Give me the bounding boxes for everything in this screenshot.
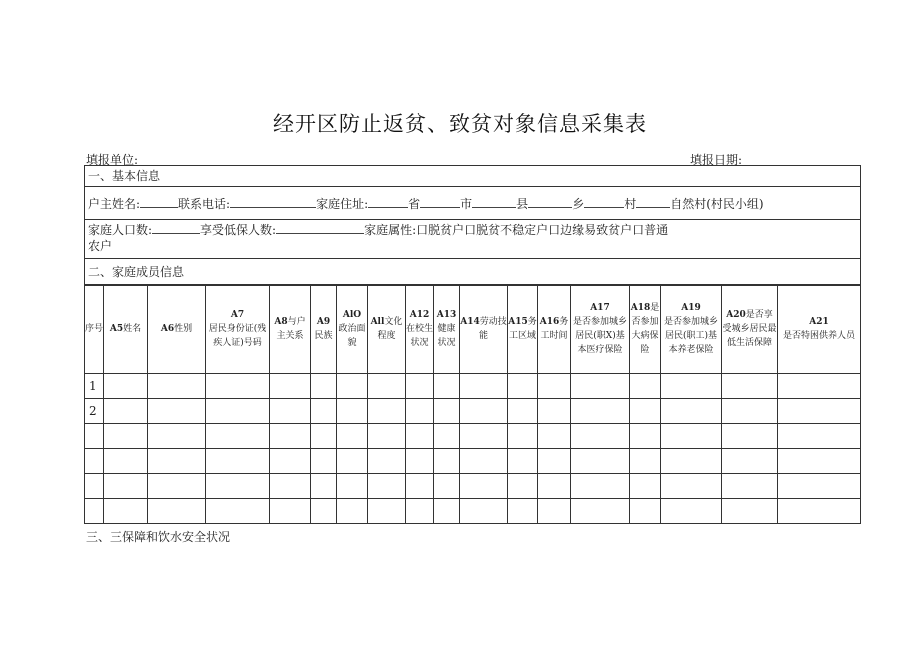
population-label: 家庭人口数: [88, 223, 153, 237]
col-header-a11 [368, 285, 406, 374]
col-header-a9 [311, 285, 337, 374]
table-cell[interactable] [104, 499, 148, 524]
table-cell[interactable] [434, 499, 460, 524]
household-attribute-tail: 农户 [88, 239, 113, 253]
col-code: A12 [409, 310, 430, 320]
table-cell[interactable] [406, 424, 434, 449]
table-cell[interactable] [460, 374, 508, 399]
township-field[interactable] [528, 197, 572, 208]
table-cell[interactable] [311, 499, 337, 524]
table-cell[interactable] [571, 499, 630, 524]
table-cell[interactable] [368, 424, 406, 449]
dibao-count-label: 享受低保人数: [200, 223, 277, 237]
col-code: A5 [109, 324, 124, 334]
table-cell[interactable] [661, 474, 722, 499]
table-cell[interactable] [206, 374, 270, 399]
table-cell[interactable] [538, 449, 571, 474]
fill-unit-label: 填报单位: [86, 153, 139, 167]
row-number [85, 474, 104, 499]
table-cell[interactable] [406, 399, 434, 424]
address-label: 家庭住址: [316, 197, 369, 211]
table-cell[interactable] [538, 474, 571, 499]
table-cell[interactable] [538, 374, 571, 399]
col-code: A18 [630, 303, 651, 313]
row-number: 1 [85, 374, 104, 399]
col-code: A17 [590, 303, 610, 313]
col-label: 民族 [314, 331, 333, 341]
col-header-a7 [206, 285, 270, 374]
table-cell[interactable] [630, 424, 661, 449]
col-header-a5 [104, 285, 148, 374]
table-cell[interactable] [571, 399, 630, 424]
col-code: A13 [436, 310, 457, 320]
table-cell[interactable] [104, 374, 148, 399]
col-code: A20 [726, 310, 746, 320]
col-label: 是否享受城乡居民最低生活保障 [722, 310, 777, 348]
col-code: A16 [539, 317, 560, 327]
table-cell[interactable] [148, 399, 206, 424]
table-cell[interactable] [508, 449, 538, 474]
table-cell[interactable] [104, 449, 148, 474]
col-header-a19 [661, 285, 722, 374]
col-header-a6 [148, 285, 206, 374]
household-attribute-label: 家庭属性: [364, 223, 417, 237]
table-cell[interactable] [722, 424, 778, 449]
col-header-a12 [406, 285, 434, 374]
col-header-a15 [508, 285, 538, 374]
table-cell[interactable] [661, 374, 722, 399]
table-cell[interactable] [337, 499, 368, 524]
table-cell[interactable] [434, 424, 460, 449]
table-cell[interactable] [778, 474, 861, 499]
table-cell[interactable] [270, 449, 311, 474]
table-row [85, 374, 861, 399]
table-cell[interactable] [337, 449, 368, 474]
household-attribute-line [88, 222, 738, 254]
table-cell[interactable] [148, 499, 206, 524]
household-contact-line [88, 196, 764, 212]
table-cell[interactable] [148, 449, 206, 474]
table-cell[interactable] [722, 399, 778, 424]
table-cell[interactable] [148, 374, 206, 399]
natural-village-field[interactable] [636, 197, 670, 208]
table-cell[interactable] [778, 449, 861, 474]
table-cell[interactable] [406, 374, 434, 399]
col-label: 务工区域 [508, 317, 537, 341]
form-title: 经开区防止返贫、致贫对象信息采集表 [273, 112, 647, 136]
county-label: 县 [516, 197, 529, 211]
table-cell[interactable] [508, 424, 538, 449]
col-header-a13 [434, 285, 460, 374]
table-cell[interactable] [434, 399, 460, 424]
table-cell[interactable] [778, 399, 861, 424]
table-cell[interactable] [148, 474, 206, 499]
col-code: A7 [230, 310, 245, 320]
col-label: 序号 [85, 324, 104, 334]
population-field[interactable] [152, 223, 200, 234]
table-cell[interactable] [311, 474, 337, 499]
table-cell[interactable] [206, 424, 270, 449]
table-cell[interactable] [538, 424, 571, 449]
table-cell[interactable] [434, 474, 460, 499]
table-cell[interactable] [630, 449, 661, 474]
col-code: AlO [342, 310, 362, 320]
table-cell[interactable] [508, 374, 538, 399]
table-row [85, 424, 861, 449]
table-cell[interactable] [508, 399, 538, 424]
table-cell[interactable] [778, 424, 861, 449]
basic-info-section [84, 165, 861, 187]
table-cell[interactable] [722, 374, 778, 399]
table-cell[interactable] [206, 474, 270, 499]
table-cell[interactable] [508, 474, 538, 499]
col-label: 文化程度 [377, 317, 403, 341]
members-header-row [85, 285, 861, 374]
city-field[interactable] [420, 197, 460, 208]
phone-label: 联系电话: [178, 197, 231, 211]
col-header-a16 [538, 285, 571, 374]
table-cell[interactable] [661, 449, 722, 474]
col-label: 是否特困供养人员 [782, 331, 855, 341]
col-header-a20 [722, 285, 778, 374]
col-code: A8 [274, 317, 288, 327]
table-cell[interactable] [661, 424, 722, 449]
table-cell[interactable] [270, 474, 311, 499]
table-cell[interactable] [311, 449, 337, 474]
members-body [85, 374, 861, 524]
table-cell[interactable] [406, 474, 434, 499]
head-name-label: 户主姓名: [88, 197, 141, 211]
table-cell[interactable] [460, 424, 508, 449]
household-attribute-options[interactable]: 口脱贫户口脱贫不稳定户口边缘易致贫户口普通 [416, 223, 669, 237]
row-number [85, 499, 104, 524]
table-cell[interactable] [270, 424, 311, 449]
natural-village-label: 自然村(村民小组) [670, 197, 764, 211]
col-header-seq [85, 285, 104, 374]
table-cell[interactable] [722, 449, 778, 474]
table-cell[interactable] [722, 499, 778, 524]
section-safety-heading: 三、三保障和饮水安全状况 [86, 530, 231, 544]
table-cell[interactable] [460, 449, 508, 474]
table-cell[interactable] [571, 424, 630, 449]
table-cell[interactable] [311, 399, 337, 424]
table-cell[interactable] [630, 374, 661, 399]
village-label: 村 [624, 197, 637, 211]
table-cell[interactable] [368, 374, 406, 399]
col-code: All [370, 317, 385, 327]
table-cell[interactable] [368, 449, 406, 474]
col-label: 在校生状况 [406, 324, 434, 348]
table-cell[interactable] [661, 499, 722, 524]
members-section [84, 258, 861, 286]
col-label: 政治面貌 [338, 324, 366, 348]
table-cell[interactable] [661, 399, 722, 424]
province-field[interactable] [368, 197, 408, 208]
table-cell[interactable] [630, 499, 661, 524]
section-members-heading: 二、家庭成员信息 [88, 265, 185, 279]
col-code: A15 [508, 317, 528, 327]
table-cell[interactable] [460, 399, 508, 424]
table-cell[interactable] [460, 474, 508, 499]
table-cell[interactable] [368, 474, 406, 499]
members-table [84, 284, 861, 524]
table-cell[interactable] [538, 399, 571, 424]
village-field[interactable] [584, 197, 624, 208]
table-cell[interactable] [311, 424, 337, 449]
table-cell[interactable] [104, 474, 148, 499]
table-row [85, 499, 861, 524]
phone-field[interactable] [230, 197, 316, 208]
township-label: 乡 [572, 197, 585, 211]
table-cell[interactable] [434, 449, 460, 474]
table-cell[interactable] [337, 399, 368, 424]
col-header-a21 [778, 285, 861, 374]
dibao-count-field[interactable] [276, 223, 364, 234]
row-number [85, 449, 104, 474]
table-cell[interactable] [104, 424, 148, 449]
table-cell[interactable] [368, 499, 406, 524]
col-label: 性别 [174, 324, 193, 334]
table-cell[interactable] [538, 499, 571, 524]
table-cell[interactable] [337, 424, 368, 449]
col-header-a10 [337, 285, 368, 374]
head-name-field[interactable] [140, 197, 178, 208]
table-cell[interactable] [148, 424, 206, 449]
table-cell[interactable] [270, 399, 311, 424]
table-cell[interactable] [571, 374, 630, 399]
table-cell[interactable] [406, 499, 434, 524]
table-cell[interactable] [368, 399, 406, 424]
table-cell[interactable] [406, 449, 434, 474]
table-cell[interactable] [571, 474, 630, 499]
table-cell[interactable] [722, 474, 778, 499]
table-cell[interactable] [337, 374, 368, 399]
row-number [85, 424, 104, 449]
col-code: A14 [460, 317, 480, 327]
city-label: 市 [460, 197, 473, 211]
table-cell[interactable] [206, 449, 270, 474]
col-code: A19 [681, 303, 701, 313]
household-attribute-row [84, 219, 861, 259]
col-header-a8 [270, 285, 311, 374]
col-label: 与户主关系 [276, 317, 306, 341]
col-label: 居民身份证(残疾人证)号码 [208, 324, 267, 348]
col-label: 是否参加城乡居民(职工)基本养老保险 [663, 317, 718, 355]
table-row [85, 399, 861, 424]
col-label: 姓名 [123, 324, 142, 334]
table-cell[interactable] [508, 499, 538, 524]
col-label: 健康状况 [437, 324, 456, 348]
table-cell[interactable] [630, 399, 661, 424]
table-cell[interactable] [206, 399, 270, 424]
col-label: 务工时间 [540, 317, 569, 341]
table-cell[interactable] [571, 449, 630, 474]
table-cell[interactable] [337, 474, 368, 499]
household-contact-row [84, 186, 861, 220]
table-cell[interactable] [270, 499, 311, 524]
table-cell[interactable] [630, 474, 661, 499]
table-cell[interactable] [311, 374, 337, 399]
table-row [85, 474, 861, 499]
col-code: A21 [809, 317, 829, 327]
table-row [85, 449, 861, 474]
col-header-a17 [571, 285, 630, 374]
col-label: 劳动技能 [478, 317, 507, 341]
table-cell[interactable] [778, 374, 861, 399]
col-label: 是否参加大病保险 [631, 303, 660, 355]
col-code: A6 [160, 324, 175, 334]
section-basic-info-heading: 一、基本信息 [88, 169, 161, 183]
table-cell[interactable] [270, 374, 311, 399]
col-code: A9 [316, 317, 331, 327]
fill-date-label: 填报日期: [690, 153, 743, 167]
province-label: 省 [408, 197, 421, 211]
table-cell[interactable] [104, 399, 148, 424]
table-cell[interactable] [460, 499, 508, 524]
col-header-a14 [460, 285, 508, 374]
col-header-a18 [630, 285, 661, 374]
table-cell[interactable] [434, 374, 460, 399]
table-cell[interactable] [206, 499, 270, 524]
col-label: 是否参加城乡居民(职X)基本医疗保险 [572, 317, 627, 355]
county-field[interactable] [472, 197, 516, 208]
table-cell[interactable] [778, 499, 861, 524]
row-number: 2 [85, 399, 104, 424]
